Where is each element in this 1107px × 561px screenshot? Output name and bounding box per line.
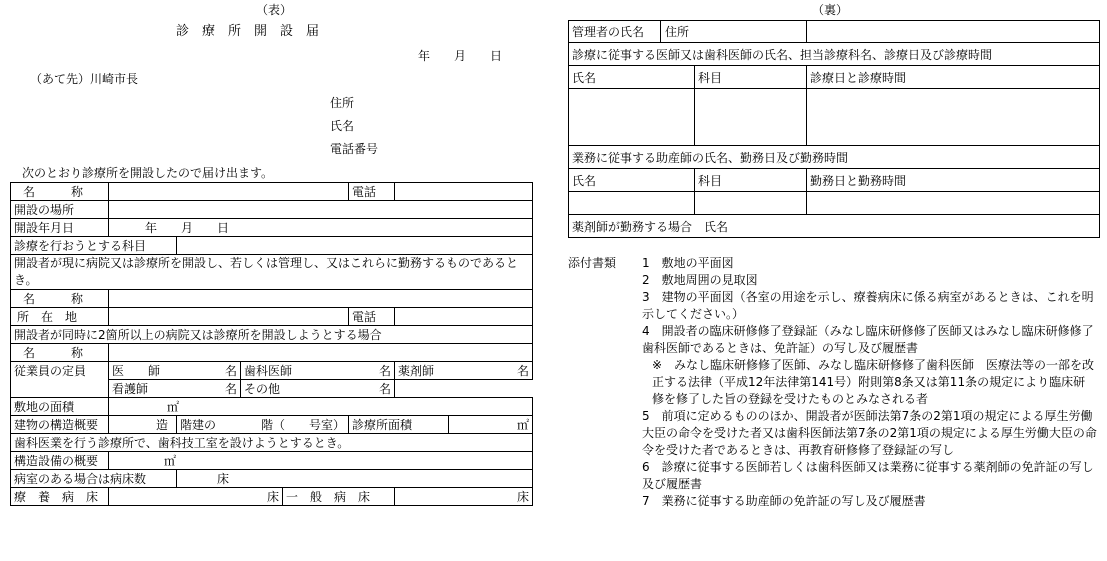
name-label: 名 称 <box>11 183 109 201</box>
midwife-heading: 業務に従事する助産師の氏名、勤務日及び勤務時間 <box>569 146 1100 169</box>
nursing-beds-field[interactable]: 床 <box>109 488 283 506</box>
manager-address-field[interactable] <box>807 21 1100 43</box>
clinic-area-label: 診療所面積 <box>349 416 449 434</box>
name2-field[interactable] <box>109 290 533 308</box>
back-form-table <box>568 20 1100 238</box>
two-sites-label: 開設者が同時に2箇所以上の病院又は診療所を開設しようとする場合 <box>11 326 533 344</box>
departments-label: 診療を行おうとする科目 <box>11 237 177 255</box>
nursing-beds-label: 療 養 病 床 <box>11 488 109 506</box>
applicant-name-label: 氏名 <box>330 119 355 133</box>
doctors-col-dept: 科目 <box>695 66 807 89</box>
doctors-col-hours: 診療日と診療時間 <box>807 66 1100 89</box>
pharmacist-label: 薬剤師 <box>395 362 449 380</box>
general-beds-field[interactable]: 床 <box>395 488 533 506</box>
open-date-field[interactable]: 年 月 日 <box>109 219 533 237</box>
departments-field[interactable] <box>177 237 533 255</box>
date-line: 年 月 日 <box>418 49 503 63</box>
nurse-label: 看護師 <box>109 380 177 398</box>
nurse-count[interactable]: 名 <box>177 380 241 398</box>
address2-label: 所 在 地 <box>11 308 109 326</box>
structure-type-field[interactable]: 造 <box>109 416 177 434</box>
midwife-col-dept: 科目 <box>695 169 807 192</box>
floor-room-field[interactable]: 階（ 号室） <box>241 416 349 434</box>
doctor-label: 医 師 <box>109 362 177 380</box>
doctors-hours-field[interactable] <box>807 89 1100 146</box>
applicant-address-label: 住所 <box>330 96 355 110</box>
attachments-label: 添付書類 <box>568 256 617 270</box>
doctors-heading: 診療に従事する医師又は歯科医師の氏名、担当診療科名、診療日及び診療時間 <box>569 43 1100 66</box>
location-field[interactable] <box>109 201 533 219</box>
other-staff-count[interactable]: 名 <box>349 380 395 398</box>
manage-other-label: 開設者が現に病院又は診療所を開設し、若しくは管理し、又はこれらに勤務するものであるとき。 <box>11 255 533 290</box>
facility-label: 構造設備の概要 <box>11 452 109 470</box>
beds-count-label: 病室のある場合は病床数 <box>11 470 177 488</box>
phone-field[interactable] <box>395 183 533 201</box>
midwife-col-name: 氏名 <box>569 169 695 192</box>
dentist-label: 歯科医師 <box>241 362 349 380</box>
attachment-item: 5 前項に定めるもののほか、開設者が医師法第7条の2第1項の規定による厚生労働大臣の命令を受けた者又は歯科医師法第7条の2第1項の規定による厚生労働大臣の命令を受けた者であるときは、再教育研修修了登録証の写し <box>642 409 1097 457</box>
phone2-field[interactable] <box>395 308 533 326</box>
doctor-count[interactable]: 名 <box>177 362 241 380</box>
manager-name-label: 管理者の氏名 <box>569 21 661 43</box>
attachment-item: 6 診療に従事する医師若しくは歯科医師又は業務に従事する薬剤師の免許証の写し及び履歴書 <box>642 460 1094 491</box>
dentist-count[interactable]: 名 <box>349 362 395 380</box>
facility-field[interactable]: ㎡ <box>109 452 533 470</box>
open-date-label: 開設年月日 <box>11 219 109 237</box>
attachment-note: ※ みなし臨床研修修了医師、みなし臨床研修修了歯科医師 医療法等の一部を改正する法律（平成12年法律第141号）附則第8条又は第11条の規定により臨床研修を修了した旨の登録を受けたものとみなされる者 <box>652 358 1095 406</box>
name3-label: 名 称 <box>11 344 109 362</box>
front-side-label: （表） <box>256 3 293 17</box>
address2-field[interactable] <box>109 308 349 326</box>
pharmacist-row: 薬剤師が勤務する場合 氏名 <box>569 215 1100 238</box>
pharmacist-count[interactable]: 名 <box>449 362 533 380</box>
name-field[interactable] <box>109 183 349 201</box>
intro-text: 次のとおり診療所を開設したので届け出ます。 <box>22 166 274 180</box>
staff-blank <box>395 380 533 398</box>
attachments-list <box>642 255 1097 510</box>
doctors-col-name: 氏名 <box>569 66 695 89</box>
dental-lab-label: 歯科医業を行う診療所で、歯科技工室を設けようとするとき。 <box>11 434 533 452</box>
attachment-item: 1 敷地の平面図 <box>642 256 734 270</box>
attachment-item: 4 開設者の臨床研修修了登録証（みなし臨床研修修了医師又はみなし臨床研修修了歯科医師であるときは、免許証）の写し及び履歴書 <box>642 324 1094 355</box>
site-area-field[interactable]: ㎡ <box>109 398 533 416</box>
name3-field[interactable] <box>109 344 533 362</box>
attachment-item: 2 敷地周囲の見取図 <box>642 273 758 287</box>
name2-label: 名 称 <box>11 290 109 308</box>
midwife-dept-field[interactable] <box>695 192 807 215</box>
front-form-table <box>10 182 533 506</box>
location-label: 開設の場所 <box>11 201 109 219</box>
phone2-label: 電話 <box>349 308 395 326</box>
attachment-item: 7 業務に従事する助産師の免許証の写し及び履歴書 <box>642 494 926 508</box>
manager-address-label: 住所 <box>661 21 807 43</box>
floors-field[interactable]: 階建の <box>177 416 241 434</box>
midwife-col-hours: 勤務日と勤務時間 <box>807 169 1100 192</box>
general-beds-label: 一 般 病 床 <box>283 488 395 506</box>
staff-label: 従業員の定員 <box>11 362 109 398</box>
doctors-dept-field[interactable] <box>695 89 807 146</box>
applicant-phone-label: 電話番号 <box>330 142 379 156</box>
site-area-label: 敷地の面積 <box>11 398 109 416</box>
clinic-area-field[interactable]: ㎡ <box>449 416 533 434</box>
attachment-item: 3 建物の平面図（各室の用途を示し、療養病床に係る病室があるときは、これを明示してください。） <box>642 290 1094 321</box>
midwife-hours-field[interactable] <box>807 192 1100 215</box>
other-staff-label: その他 <box>241 380 349 398</box>
back-side-label: （裏） <box>812 3 849 17</box>
addressee: （あて先）川崎市長 <box>30 72 139 86</box>
midwife-name-field[interactable] <box>569 192 695 215</box>
structure-label: 建物の構造概要 <box>11 416 109 434</box>
doctors-name-field[interactable] <box>569 89 695 146</box>
phone-label: 電話 <box>349 183 395 201</box>
beds-count-field[interactable]: 床 <box>177 470 533 488</box>
page-title: 診 療 所 開 設 届 <box>176 24 320 39</box>
